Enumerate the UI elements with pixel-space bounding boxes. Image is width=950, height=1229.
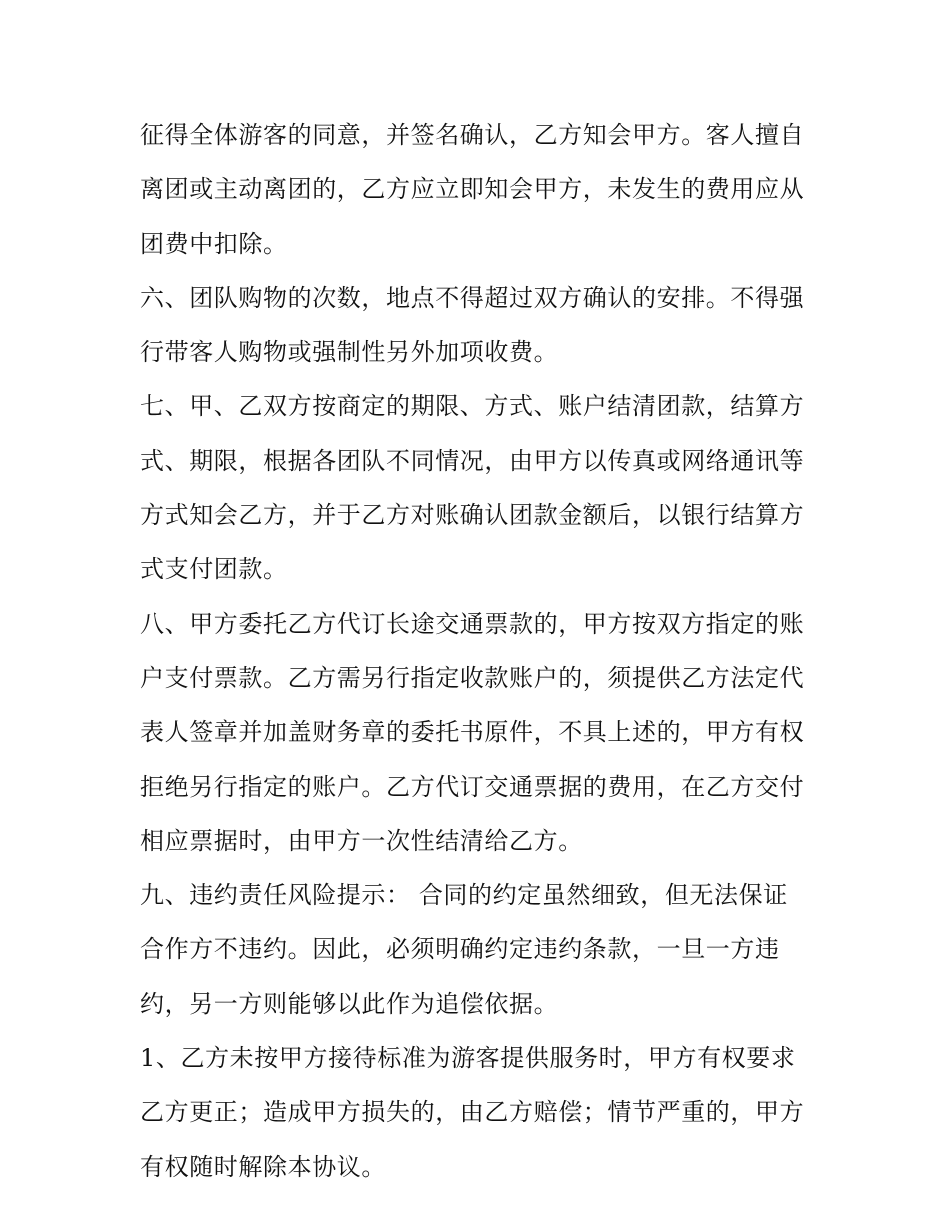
text-line: 户支付票款。乙方需另行指定收款账户的，须提供乙方法定代 <box>140 663 805 692</box>
text-line: 离团或主动离团的，乙方应立即知会甲方，未发生的费用应从 <box>140 175 805 204</box>
text-line: 六、团队购物的次数，地点不得超过双方确认的安排。不得强 <box>140 283 805 312</box>
document-page <box>140 108 820 1194</box>
text-line: 式支付团款。 <box>140 555 288 584</box>
text-line: 1、乙方未按甲方接待标准为游客提供服务时，甲方有权要求 <box>140 1044 796 1073</box>
text-line: 拒绝另行指定的账户。乙方代订交通票据的费用，在乙方交付 <box>140 772 805 801</box>
text-line: 八、甲方委托乙方代订长途交通票款的，甲方按双方指定的账 <box>140 609 805 638</box>
text-line: 团费中扣除。 <box>140 229 288 258</box>
text-line: 表人签章并加盖财务章的委托书原件，不具上述的，甲方有权 <box>140 718 805 747</box>
text-line: 九、违约责任风险提示： 合同的约定虽然细致，但无法保证 <box>140 881 788 910</box>
text-line: 方式知会乙方，并于乙方对账确认团款金额后，以银行结算方 <box>140 501 805 530</box>
text-line: 七、甲、乙双方按商定的期限、方式、账户结清团款，结算方 <box>140 392 805 421</box>
text-line: 行带客人购物或强制性另外加项收费。 <box>140 338 559 367</box>
text-line: 征得全体游客的同意，并签名确认，乙方知会甲方。客人擅自 <box>140 121 805 149</box>
text-line: 约，另一方则能够以此作为追偿依据。 <box>140 989 559 1018</box>
text-line: 合作方不违约。因此，必须明确约定违约条款，一旦一方违 <box>140 935 780 964</box>
text-line: 有权随时解除本协议。 <box>140 1152 386 1181</box>
text-line: 式、期限，根据各团队不同情况，由甲方以传真或网络通讯等 <box>140 446 805 475</box>
text-line: 相应票据时，由甲方一次性结清给乙方。 <box>140 826 583 855</box>
text-line: 乙方更正；造成甲方损失的，由乙方赔偿；情节严重的，甲方 <box>140 1098 805 1127</box>
